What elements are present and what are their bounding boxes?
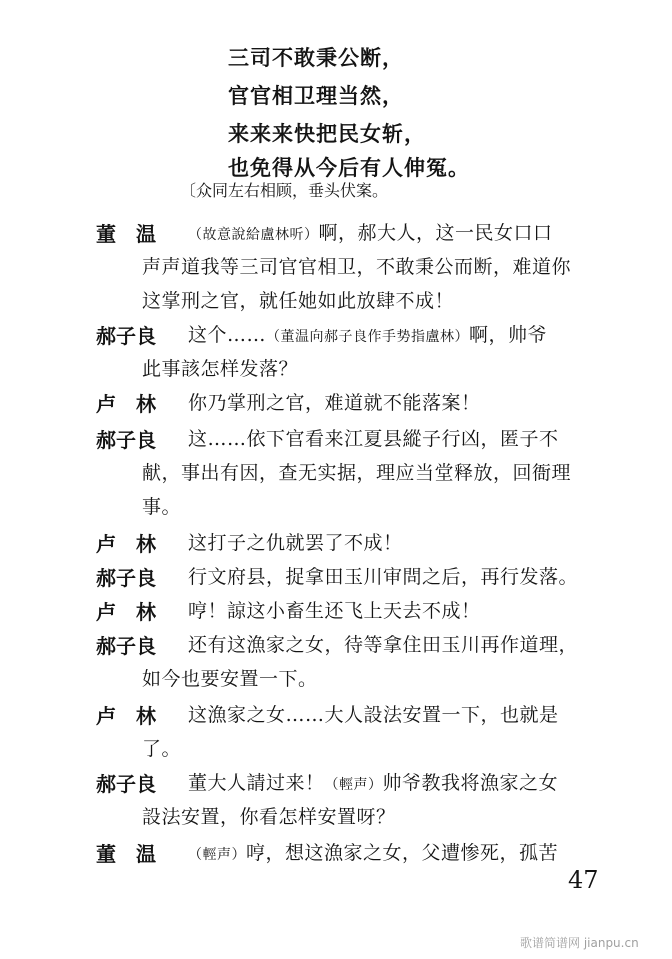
speaker-name: 郝子良 [96, 634, 156, 658]
speaker-name: 卢 林 [96, 392, 156, 416]
dialogue-line: 行文府县，捉拿田玉川审問之后，再行发落。 [188, 566, 579, 588]
dialogue-line: 献，事出有因，查无实据，理应当堂释放，回衙理 [142, 462, 572, 484]
line-text: 这个…… [188, 324, 267, 346]
speaker-name: 卢 林 [96, 600, 156, 624]
stage-direction: 〔众同左右相顾，垂头伏案。 [180, 181, 389, 200]
speaker-name: 董 温 [96, 222, 156, 246]
line-text: 啊，郝大人，这一民女口口 [318, 222, 553, 244]
dialogue-line: 了。 [142, 738, 182, 760]
dialogue-line: 这打子之仇就罢了不成！ [188, 532, 403, 554]
verse-line: 三司不敢秉公断， [228, 45, 404, 70]
speaker-name: 卢 林 [96, 532, 156, 556]
verse-line: 也免得从今后有人伸冤。 [228, 155, 470, 180]
stage-note: （董温向郝子良作手势指盧林） [266, 329, 470, 345]
stage-note: （故意說給盧林听） [188, 227, 319, 243]
speaker-name: 郝子良 [96, 772, 156, 796]
dialogue-line: 如今也要安置一下。 [142, 668, 318, 690]
dialogue-line [188, 320, 547, 347]
line-text: 帅爷教我将漁家之女 [382, 772, 559, 794]
watermark: 歌谱简谱网 jianpu.cn [520, 936, 639, 950]
speaker-name: 郝子良 [96, 566, 156, 590]
page-number: 47 [568, 866, 599, 894]
dialogue-line: 此事該怎样发落？ [142, 358, 299, 380]
dialogue-line: 声声道我等三司官官相卫，不敢秉公而断，难道你 [142, 256, 572, 278]
dialogue-line: 还有这漁家之女，待等拿住田玉川再作道理， [188, 634, 579, 656]
dialogue-line: 設法安置，你看怎样安置呀？ [142, 806, 396, 828]
verse-line: 官官相卫理当然， [228, 83, 404, 108]
dialogue-line [188, 218, 553, 245]
dialogue-line: 事。 [142, 496, 182, 518]
speaker-name: 董 温 [96, 842, 156, 866]
dialogue-line: 这……依下官看来江夏县縱子行凶，匿子不 [188, 428, 559, 450]
speaker-name: 郝子良 [96, 324, 156, 348]
line-text: 哼，想这漁家之女，父遭惨死，孤苦 [246, 842, 559, 864]
stage-note: （輕声） [188, 847, 246, 863]
line-text: 啊，帅爷 [469, 324, 548, 346]
verse-line: 来来来快把民女斩， [228, 121, 426, 146]
line-text: 董大人請过来！ [188, 772, 325, 794]
stage-note: （輕声） [324, 777, 383, 793]
dialogue-line: 哼！諒这小畜生还飞上天去不成！ [188, 600, 481, 622]
dialogue-line: 你乃掌刑之官，难道就不能落案！ [188, 392, 481, 414]
dialogue-line: 这掌刑之官，就任她如此放肆不成！ [142, 290, 455, 312]
speaker-name: 郝子良 [96, 428, 156, 452]
dialogue-line [188, 838, 558, 865]
dialogue-line: 这漁家之女……大人設法安置一下，也就是 [188, 704, 559, 726]
dialogue-line [188, 768, 558, 795]
speaker-name: 卢 林 [96, 704, 156, 728]
